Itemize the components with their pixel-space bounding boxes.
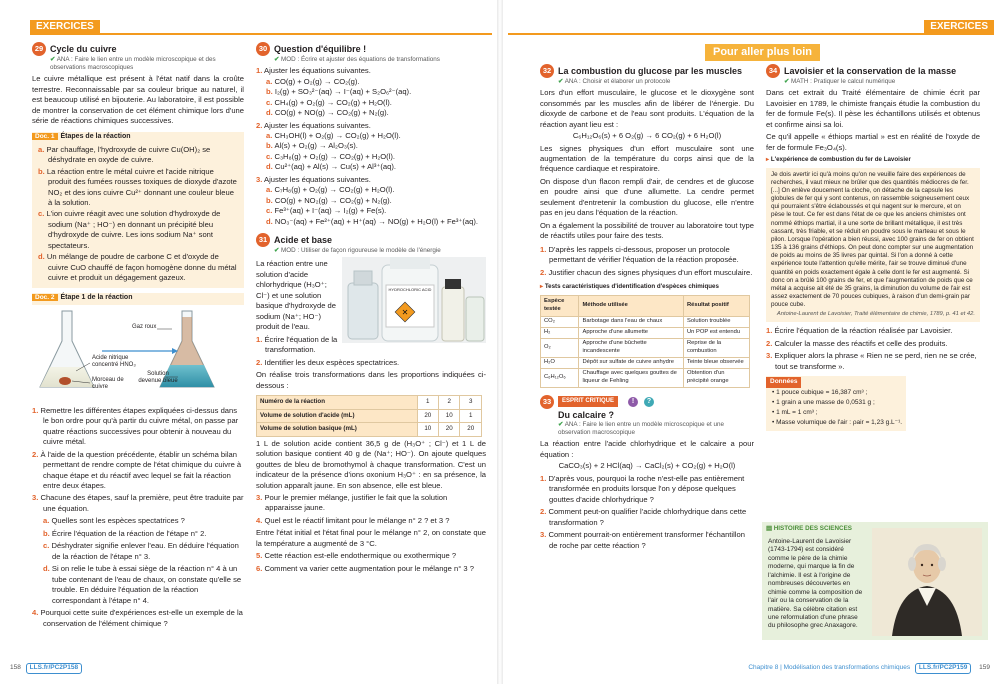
bullet-icon: ▸ <box>766 155 770 163</box>
doc-tag: Doc. 1 <box>32 133 58 140</box>
table-row: Volume de solution basique (mL) 10 20 20 <box>257 423 482 437</box>
list-item: b. La réaction entre le métal cuivre et l'acide nitrique produit des fumées rousses toxiques de dioxyde d'azote NO₂ et des ions cuivre Cu²⁺ donnant une couleur bleue à la solution. <box>38 166 237 207</box>
histoire-des-sciences-box <box>762 522 988 640</box>
exercise-title: Lavoisier et la conservation de la masse <box>784 65 957 76</box>
table-row: Numéro de la réaction 1 2 3 <box>257 396 482 410</box>
label-acide: Acide nitrique concentré HNO₃ <box>92 354 136 368</box>
lls-link[interactable]: LLS.fr/PC2P159 <box>915 663 971 674</box>
exercise-title: La combustion du glucose par les muscles <box>558 65 743 76</box>
list-item: • 1 mL = 1 cm³ ; <box>772 409 818 417</box>
equations-q1: a. CO(g) + O₂(g) → CO₂(g). b. I₂(g) + SO₃²⁻(aq) → I⁻(aq) + S₂O₆²⁻(aq). c. CH₄(g) + O₂(g) → CO₂(g) + H₂O(l). d. CO(g) + NO(g) → CO₂(g) + N₂(g). <box>266 76 412 118</box>
exercise-29 <box>32 42 244 629</box>
right-page <box>500 0 1000 684</box>
bullet-icon: ▸ <box>540 283 544 291</box>
flasks-illustration <box>32 305 244 403</box>
subquestion: c. Déshydrater signifie enlever l'eau. En déduire l'équation de la réaction de l'étape n° 3. <box>43 541 239 561</box>
exercise-title: Question d'équilibre ! <box>274 43 367 54</box>
doc-title: Étapes de la réaction <box>60 132 131 140</box>
donnees-title: Données <box>766 377 801 388</box>
exercise-number: 34 <box>766 64 780 78</box>
lls-link[interactable]: LLS.fr/PC2P158 <box>26 663 82 674</box>
exercices-tab-left: EXERCICES <box>30 20 100 34</box>
lavoisier-quote: Je dois avertir ici qu'à moins qu'on ne veuille faire des expériences de recherches, il vaut mieux ne brûler que des quantités médiocres de fer. [...] On enlève doucement la cloche, on détache de la capsule les globules de fer qui y sont contenus, on rassemble soigneusement ceux qui pourraient s'être éclaboussés et qui nagent sur le mercure, et on pèse le tout. Ce fer est dans l'état de ce que les anciens chimistes ont nommé éthiops martial, il a une sorte de brillant métallique, il est très cassant, très friable, et se réduit en poudre sous le marteau et sous le pilon. Lorsque l'opération a bien réussi, avec 100 grains de fer on obtient 135 à 136 grains d'éthiops. On peut donc compter sur une augmentation de poids au moins de 35 livres par quintal. Si l'on a donné à cette expérience toute l'attention qu'elle mérite, l'air se trouve diminué d'une quantité en poids exactement égale à celle dont le fer est augmenté. Si donc on a brûlé 100 grains de fer, et que l'augmentation de poids que ce métal a acquise ait été de 35 grains, la diminution du volume de l'air est assez exactement de 70 pouces cubiques, à raison d'un demi-grain par pouce cube. Antoine-Laurent de Lavoisier, Traité élémentaire de chimie, 1789, p. 41 et 42. <box>766 168 980 323</box>
check-icon: ✔ <box>274 247 280 255</box>
table-row: C₆H₁₂O₆ Chauffage avec quelques gouttes de liqueur de Fehling Obtention d'un précipité orange <box>541 368 750 387</box>
history-icon: ▤ <box>766 525 772 532</box>
intro-text: Le cuivre métallique est présent à l'état natif dans la croûte terrestre. Reconnaissable par sa couleur brique au naturel, il est beaucoup utilisé en bijouterie. Au laboratoire, il est possible de montrer la conservation de cet élément chimique lors d'une série de réactions chimiques successives. <box>32 74 244 126</box>
list-item: • 1 grain a une masse de 0,0531 g ; <box>772 399 875 407</box>
question-icon: ? <box>644 397 654 407</box>
svg-text:✕: ✕ <box>401 308 409 318</box>
label-solution: Solution devenue bleue <box>138 370 178 384</box>
footer-left <box>10 663 82 674</box>
exercise-header <box>32 42 244 56</box>
check-icon: ✔ <box>558 78 564 85</box>
bottle-label: HYDROCHLORIC ACID <box>388 287 432 293</box>
equation: C₆H₁₂O₆(s) + 6 O₂(g) → 6 CO₂(g) + 6 H₂O(l) <box>572 131 722 141</box>
table-row: H₂ Approche d'une allumette Un POP est entendu <box>541 327 750 338</box>
check-icon: ✔ <box>274 56 280 63</box>
label-gaz: Gaz roux <box>132 323 157 330</box>
flask-diagram <box>32 305 244 403</box>
exercise-30: 30 Question d'équilibre ! ✔ MOD : Écrire et ajuster des équations de transformations 1. Ajuster les équations suivantes. a. CO(g) + O₂(g) → CO₂(g). b. I₂(g) + SO₃²⁻(aq) → I⁻(aq) + S₂O₆²⁻(aq). c. CH₄(g) + O₂(g) → CO₂(g) + H₂O(l). d. CO(g) + NO(g) → CO₂(g) + N₂(g). 2. Ajuster les équations suivantes. a. CH₃OH(l) + O₂(g) → CO₂(g) + H₂O(l). b. Al(s) + O₂(g) → Al₂O₃(s). c. C₃H₈(g) + O₂(g) → CO₂(g) + H₂O(l). d. Cu²⁺(aq) + Al(s) → Cu(s) + Al³⁺(aq). 3. Ajuster les équations suivantes. a. C₇H₈(g) + O₂(g) → CO₂(g) + H₂O(l). b. CO(g) + NO₂(g) → CO₂(g) + N₂(g). c. Fe³⁺(aq) + I⁻(aq) → I₂(g) + Fe(s). d. NO₃⁻(aq) + Fe²⁺(aq) + H⁺(aq) → NO(g) + H₂O(l) + Fe³⁺(aq). 31 Acide et base ✔ MOD : Utiliser de façon rigoureuse le modèle de l'énergie La réaction entre une solution d'acide chlorhydrique (H₃O⁺; Cl⁻) et une solution basique d'hydroxyde de sodium (Na⁺; HO⁻) produit de l'eau. 1. Écrire l'équation de la transformation. ✕ HYDROCHLORIC ACID 2. Identifier les deux espèces spectatrices. On réalise trois transformations dans les proportions indiquées ci-dessous : Numéro de la réaction 1 2 3 Volume de solution d'acide (mL) 20 10 1 Volume de solution basique (mL) 10 20 20 1 L de solution acide contient 36,5 g de (H₃O⁺ ; Cl⁻) et 1 L de solution basique contient 40 g de (Na⁺; HO⁻). On ajoute quelques gouttes de bleu de bromothymol à chaque transformation. C'est un indicateur de la présence d'ions oxonium H₃O⁺ : en sa présence, la solution apparaît jaune. En son absence, elle est bleue. 3. Pour le premier mélange, justifier le fait que la solution apparaisse jaune. 4. Quel est le réactif limitant pour le mélange n° 2 ? et 3 ? Entre l'état initial et l'état final pour le mélange n° 2, on constate que la température a augmenté de 3 °C. 5. Cette réaction est-elle endothermique ou exothermique ? 6. Comment va varier cette augmentation pour le mélange n° 3 ? <box>256 43 486 573</box>
exercise-33: 33 ESPRIT CRITIQUE ! ? Du calcaire ? ✔ ANA : Faire le lien entre un modèle microscopique et une observation macroscopique La réaction entre l'acide chlorhydrique et le calcaire a pour équation : CaCO₃(s) + 2 HCl(aq) → CaCl₂(s) + CO₂(g) + H₂O(l) 1. D'après vous, pourquoi la roche n'est-elle pas entièrement transformée en produits lorsque l'on y dépose quelques gouttes d'acide chlorhydrique ? 2. Comment peut-on qualifier l'acide chlorhydrique dans cette transformation ? 3. Comment pourrait-on entièrement transformer l'échantillon de roche par cette réaction ? <box>540 396 754 550</box>
tab-rule-left <box>30 33 492 35</box>
page-number: 158 <box>10 664 21 672</box>
exercise-number: 29 <box>32 42 46 56</box>
table-header-row: Espèce testée Méthode utilisée Résultat positif <box>541 295 750 316</box>
check-icon: ✔ <box>784 78 790 85</box>
chapter-footer: Chapitre 8 | Modélisation des transformations chimiques <box>748 664 911 672</box>
pour-aller-plus-loin-banner: Pour aller plus loin <box>705 44 820 61</box>
exclamation-icon: ! <box>628 397 638 407</box>
tab-rule-right <box>508 33 994 35</box>
exercise-number: 32 <box>540 64 554 78</box>
quote-title: L'expérience de combustion du fer de Lavoisier <box>770 155 911 163</box>
list-item: c. L'ion cuivre réagit avec une solution d'hydroxyde de sodium (Na⁺ ; HO⁻) en donnant un précipité bleu d'hydroxyde de cuivre. Les ions sodium Na⁺ sont spectateurs. <box>38 209 221 250</box>
footer-right <box>748 663 990 674</box>
doc-1-box <box>32 132 244 288</box>
exercise-title: Acide et base <box>274 235 333 245</box>
exercise-number: 30 <box>256 42 270 56</box>
list-item: • 1 pouce cubique = 16,387 cm³ ; <box>772 389 868 397</box>
table-row: CO₂ Barbotage dans l'eau de chaux Solution troublée <box>541 316 750 327</box>
check-icon: ✔ <box>558 420 564 428</box>
page-number: 159 <box>979 664 990 672</box>
subquestion: a. Quelles sont les espèces spectatrices ? <box>43 516 185 526</box>
exercise-number: 31 <box>256 233 270 247</box>
question: 4. Pourquoi cette suite d'expériences est-elle un exemple de la conservation de l'élément chimique ? <box>32 608 243 628</box>
equations-q2: a. CH₃OH(l) + O₂(g) → CO₂(g) + H₂O(l). b. Al(s) + O₂(g) → Al₂O₃(s). c. C₃H₈(g) + O₂(g) → CO₂(g) + H₂O(l). d. Cu²⁺(aq) + Al(s) → Cu(s) + Al³⁺(aq). <box>266 130 401 172</box>
table-row: Volume de solution d'acide (mL) 20 10 1 <box>257 409 482 423</box>
doc-2-box: Doc. 2 Étape 1 de la réaction Gaz roux Acide nitrique concentré HNO₃ Morceau de cuivre Solution devenue bleue <box>32 293 244 403</box>
table-row: H₂O Dépôt sur sulfate de cuivre anhydre Teinte bleue observée <box>541 357 750 368</box>
exercise-34: 34 Lavoisier et la conservation de la masse ✔ MATH : Pratiquer le calcul numérique Dans cet extrait du Traité élémentaire de chimie écrit par Lavoisier en 1789, le chimiste français étudie la combustion du fer de formule Fe(s). Il pèse les échantillons utilisés et obtenus et confirme ainsi sa loi. Ce qu'il appelle « éthiops martial » est en réalité de l'oxyde de fer de formule Fe₃O₄(s). ▸ L'expérience de combustion du fer de Lavoisier Je dois avertir ici qu'à moins qu'on ne veuille faire des expériences de recherches, il vaut mieux ne brûler que des quantités médiocres de fer. [...] On enlève doucement la cloche, on détache de la capsule les globules de fer qui y sont contenus, on rassemble soigneusement ceux qui pourraient s'être éclaboussés et qui nagent sur le mercure, et on pèse le tout. Ce fer est dans l'état de ce que les anciens chimistes ont nommé éthiops martial, il a une sorte de brillant métallique, il est très cassant, très friable, et se réduit en poudre sous le marteau et sous le pilon. Lorsque l'opération a bien réussi, avec 100 grains de fer on obtient 135 à 136 grains d'éthiops. On peut donc compter sur une augmentation de poids au moins de 35 livres par quintal. Si l'on a donné à cette expérience toute l'attention qu'elle mérite, l'air se trouve diminué d'une quantité en poids exactement égale à celle dont le fer est augmenté. Si donc on a brûlé 100 grains de fer, et que l'augmentation de poids que ce métal a acquise ait été de 35 grains, la diminution du volume de l'air est assez exactement de 70 pouces cubiques, à raison d'un demi-grain par pouce cube. Antoine-Laurent de Lavoisier, Traité élémentaire de chimie, 1789, p. 41 et 42. 1. Écrire l'équation de la réaction réalisée par Lavoisier. 2. Calculer la masse des réactifs et celle des produits. 3. Expliquer alors la phrase « Rien ne se perd, rien ne se crée, tout se transforme ». Données • 1 pouce cubique = 16,387 cm³ ; • 1 grain a une masse de 0,0531 g ; • 1 mL = 1 cm³ ; • Masse volumique de l'air : ρair = 1,23 g.L⁻¹. <box>766 64 980 431</box>
esprit-critique-tag: ESPRIT CRITIQUE <box>558 396 618 406</box>
list-item: d. Un mélange de poudre de carbone C et d'oxyde de cuivre CuO chauffé de façon homogène donne du métal cuivre et produit un dégagement gazeux. <box>38 252 237 283</box>
table-row: O₂ Approche d'une bûchette incandescente Reprise de la combustion <box>541 338 750 357</box>
exercise-title: Cycle du cuivre <box>50 43 117 54</box>
acid-bottles-photo <box>342 257 486 343</box>
list-item: • Masse volumique de l'air : ρair = 1,23 g.L⁻¹. <box>772 419 903 427</box>
question: 1. Remettre les différentes étapes expliquées ci-dessus dans le bon ordre pour qu'à partir du cuivre métal, on passe par quatre réactions successives pour obtenir à nouveau du cuivre métal. <box>32 405 239 447</box>
exercise-31: 31 Acide et base ✔ MOD : Utiliser de façon rigoureuse le modèle de l'énergie La réaction entre une solution d'acide chlorhydrique (H₃O⁺; Cl⁻) et une solution basique d'hydroxyde de sodium (Na⁺; HO⁻) produit de l'eau. 1. Écrire l'équation de la transformation. ✕ HYDROCHLORIC ACID 2. Identifier les deux espèces spectatrices. On réalise trois transformations dans les proportions indiquées ci-dessous : Numéro de la réaction 1 2 3 Volume de solution d'acide (mL) 20 10 1 Volume de solution basique (mL) 10 20 20 1 L de solution acide contient 36,5 g de (H₃O⁺ ; Cl⁻) et 1 L de solution basique contient 40 g de (Na⁺; HO⁻). On ajoute quelques gouttes de bleu de bromothymol à chaque transformation. C'est un indicateur de la présence d'ions oxonium H₃O⁺ : en sa présence, la solution apparaît jaune. En son absence, elle est bleue. 3. Pour le premier mélange, justifier le fait que la solution apparaisse jaune. 4. Quel est le réactif limitant pour le mélange n° 2 ? et 3 ? Entre l'état initial et l'état final pour le mélange n° 2, on constate que la température a augmenté de 3 °C. 5. Cette réaction est-elle endothermique ou exothermique ? 6. Comment va varier cette augmentation pour le mélange n° 3 ? <box>256 235 486 573</box>
intro-text: La réaction entre une solution d'acide chlorhydrique (H₃O⁺; Cl⁻) et une solution basique d'hydroxyde de sodium (Na⁺; HO⁻) produit de l'eau. <box>256 259 336 332</box>
equations-q3: a. C₇H₈(g) + O₂(g) → CO₂(g) + H₂O(l). b. CO(g) + NO₂(g) → CO₂(g) + N₂(g). c. Fe³⁺(aq) + I⁻(aq) → I₂(g) + Fe(s). d. NO₃⁻(aq) + Fe²⁺(aq) + H⁺(aq) → NO(g) + H₂O(l) + Fe³⁺(aq). <box>266 185 478 226</box>
skill-line: ✔ ANA : Faire le lien entre un modèle microscopique et des observations macroscopiques <box>50 56 216 72</box>
proportions-table <box>256 395 482 437</box>
table-title: Tests caractéristiques d'identification d'espèces chimiques <box>544 283 719 291</box>
list-item: a. Par chauffage, l'hydroxyde de cuivre Cu(OH)₂ se déshydrate en oxyde de cuivre. <box>38 144 211 165</box>
subquestion: d. Si on relie le tube à essai siège de la réaction n° 4 à un tube contenant de l'eau de chaux, on constate qu'elle se trouble. En déduire l'équation de la réaction correspondant à l'étape n° 4. <box>43 564 242 605</box>
question: 2. À l'aide de la question précédente, établir un schéma bilan permettant de rendre compte de l'état chimique du cuivre à chaque étape et du réactif avec lequel se fait la réaction entre deux étapes. <box>32 449 242 490</box>
subquestion: b. Écrire l'équation de la réaction de l'étape n° 2. <box>43 528 207 538</box>
hist-text: Antoine-Laurent de Lavoisier (1743-1794) est considéré comme le père de la chimie moderne, qui marque la fin de l'alchimie. Il est à l'origine de nombreuses découvertes en chimie comme la composition de l'air ou la conservation de la matière. Sa célèbre citation est une reformulation d'une phrase du philosophe grec Anaxagore. <box>768 538 863 630</box>
label-morceau: Morceau de cuivre <box>92 376 124 390</box>
exercise-32: 32 La combustion du glucose par les muscles ✔ ANA : Choisir et élaborer un protocole Lors d'un effort musculaire, le glucose et le dioxygène sont consommés par les muscles afin de libérer de l'énergie. Du dioxyde de carbone et de l'eau sont produits. L'équation de la réaction ayant lieu est : C₆H₁₂O₆(s) + 6 O₂(g) → 6 CO₂(g) + 6 H₂O(l) Les signes physiques d'un effort musculaire sont une augmentation de la température du corps ainsi que de la fréquence cardiaque et respiratoire. On dispose d'un flacon rempli d'air, de cendres et de glucose en poudre ainsi que d'une allumette. La cendre permet seulement d'entretenir la combustion du glucose, elle n'entre pas en jeu dans l'équation de la réaction. On a également la possibilité de trouver au laboratoire tout type de réactifs utiles pour faire des tests. 1. D'après les rappels ci-dessous, proposer un protocole permettant de vérifier l'équation de la réaction proposée. 2. Justifier chacun des signes physiques d'un effort musculaire. ▸ Tests caractéristiques d'identification d'espèces chimiques Espèce testée Méthode utilisée Résultat positif CO₂ Barbotage dans l'eau de chaux Solution troublée H₂ Approche d'une allumette Un POP est entendu O₂ Approche d'une bûchette incandescente Reprise de la combustion H₂O Dépôt sur sulfate de cuivre anhydre Teinte bleue observée C₆H₁₂O₆ Chauffage avec quelques gouttes de liqueur de Fehling Obtention d'un précipité orange 33 ESPRIT CRITIQUE ! ? Du calcaire ? ✔ ANA : Faire le lien entre un modèle microscopique et une observation macroscopique La réaction entre l'acide chlorhydrique et le calcaire a pour équation : CaCO₃(s) + 2 HCl(aq) → CaCl₂(s) + CO₂(g) + H₂O(l) 1. D'après vous, pourquoi la roche n'est-elle pas entièrement transformée en produits lorsque l'on y dépose quelques gouttes d'acide chlorhydrique ? 2. Comment peut-on qualifier l'acide chlorhydrique dans cette transformation ? 3. Comment pourrait-on entièrement transformer l'échantillon de roche par cette réaction ? <box>540 65 754 550</box>
lavoisier-portrait <box>872 528 982 636</box>
donnees-box <box>766 376 906 431</box>
quote-source: Antoine-Laurent de Lavoisier, Traité élémentaire de chimie, 1789, p. 41 et 42. <box>776 311 975 318</box>
doc-1-list <box>32 142 244 284</box>
exercise-title: Du calcaire ? <box>558 409 615 420</box>
check-icon: ✔ <box>50 56 56 63</box>
question: 3. Chacune des étapes, sauf la première, peut être traduite par une équation. a. Quelles sont les espèces spectatrices ? b. Écrire l'équation de la réaction de l'étape n° 2. c. Déshydrater signifie enlever l'eau. En déduire l'équation de la réaction de l'étape n° 3. d. Si on relie le tube à essai siège de la réaction n° 4 à un tube contenant de l'eau de chaux, on constate qu'elle se trouble. En déduire l'équation de la réaction correspondant à l'étape n° 4. <box>32 493 244 605</box>
tests-table <box>540 295 750 388</box>
hist-title: HISTOIRE DES SCIENCES <box>773 525 852 532</box>
equation: CaCO₃(s) + 2 HCl(aq) → CaCl₂(s) + CO₂(g) + H₂O(l) <box>558 461 736 471</box>
exercise-number: 33 <box>540 395 554 409</box>
exercices-tab-right: EXERCICES <box>924 20 994 34</box>
questions-29 <box>32 406 244 629</box>
